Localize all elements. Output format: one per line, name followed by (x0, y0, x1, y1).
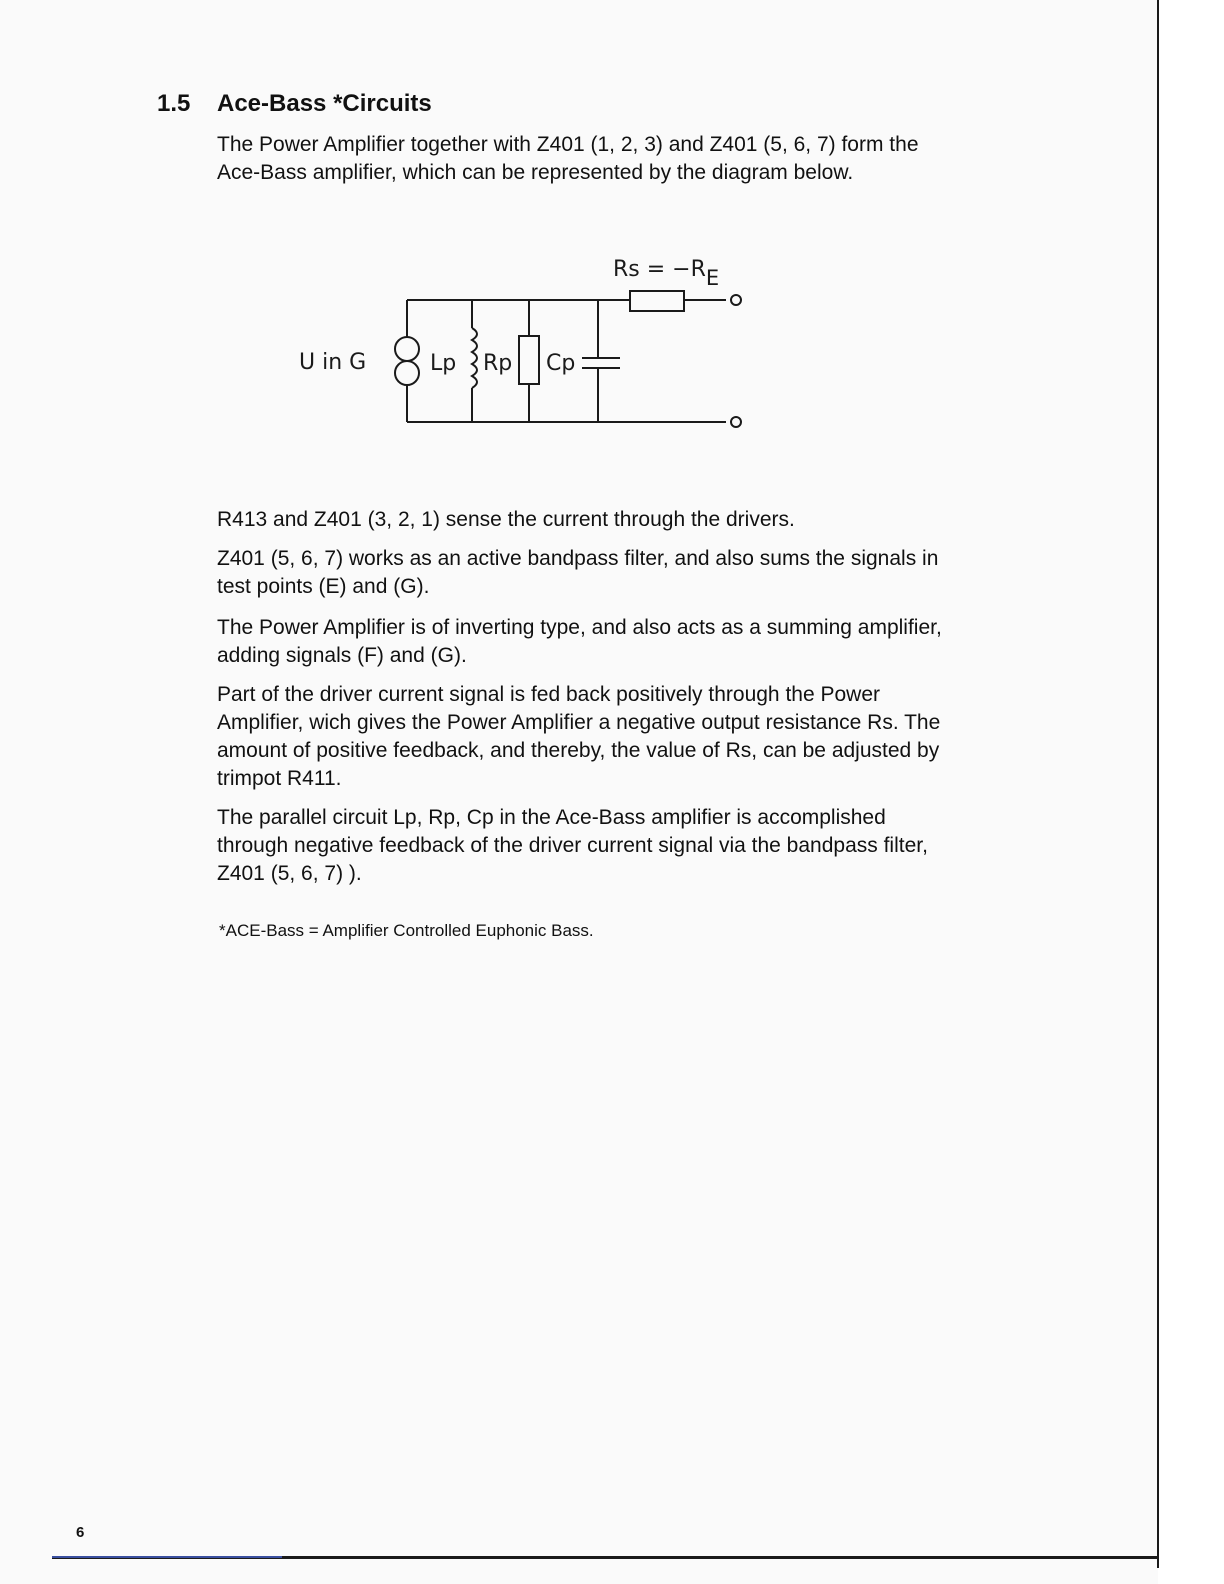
capacitor-label: Cp (546, 351, 576, 376)
body-paragraph: Part of the driver current signal is fed back positively through the Power Amplifier, wich gives the Power Amplifier a negative output resistance Rs. The amount of positive feedback, and thereby, the value of Rs, can be adjusted by trimpot R411. (217, 683, 941, 790)
series-label-main: Rs = −R (613, 257, 706, 282)
body-paragraph: Z401 (5, 6, 7) works as an active bandpass filter, and also sums the signals in test points (E) and (G). (217, 547, 939, 598)
resistor-symbol (519, 336, 539, 384)
inductor-symbol (472, 328, 477, 388)
output-terminal-bottom (731, 417, 741, 427)
output-terminal-top (731, 295, 741, 305)
body-paragraph: The Power Amplifier is of inverting type, and also acts as a summing amplifier, adding signals (F) and (G). (217, 616, 942, 667)
body-paragraph: R413 and Z401 (3, 2, 1) sense the current through the drivers. (217, 508, 795, 531)
section-title: Ace-Bass *Circuits (217, 90, 432, 117)
footnote: *ACE-Bass = Amplifier Controlled Euphonic Bass. (219, 921, 594, 940)
page-edge-rule (1157, 0, 1159, 1568)
inductor-label: Lp (430, 351, 457, 376)
bottom-rule-accent (52, 1556, 282, 1558)
ace-bass-equivalent-circuit (290, 250, 760, 440)
resistor-label: Rp (483, 351, 513, 376)
series-resistor-label (613, 257, 719, 290)
page-number: 6 (76, 1524, 85, 1541)
section-number: 1.5 (157, 90, 191, 117)
series-label-subscript: E (705, 266, 720, 290)
intro-paragraph: The Power Amplifier together with Z401 (1, 2, 3) and Z401 (5, 6, 7) form the Ace-Bass amplifier, which can be represented by the diagram below. (217, 133, 919, 184)
body-paragraph: The parallel circuit Lp, Rp, Cp in the Ace-Bass amplifier is accomplished through negative feedback of the driver current signal via the bandpass filter, Z401 (5, 6, 7) ). (217, 806, 928, 885)
current-source-symbol (395, 337, 419, 361)
source-label: U in G (299, 350, 367, 375)
series-resistor-symbol (630, 291, 684, 311)
